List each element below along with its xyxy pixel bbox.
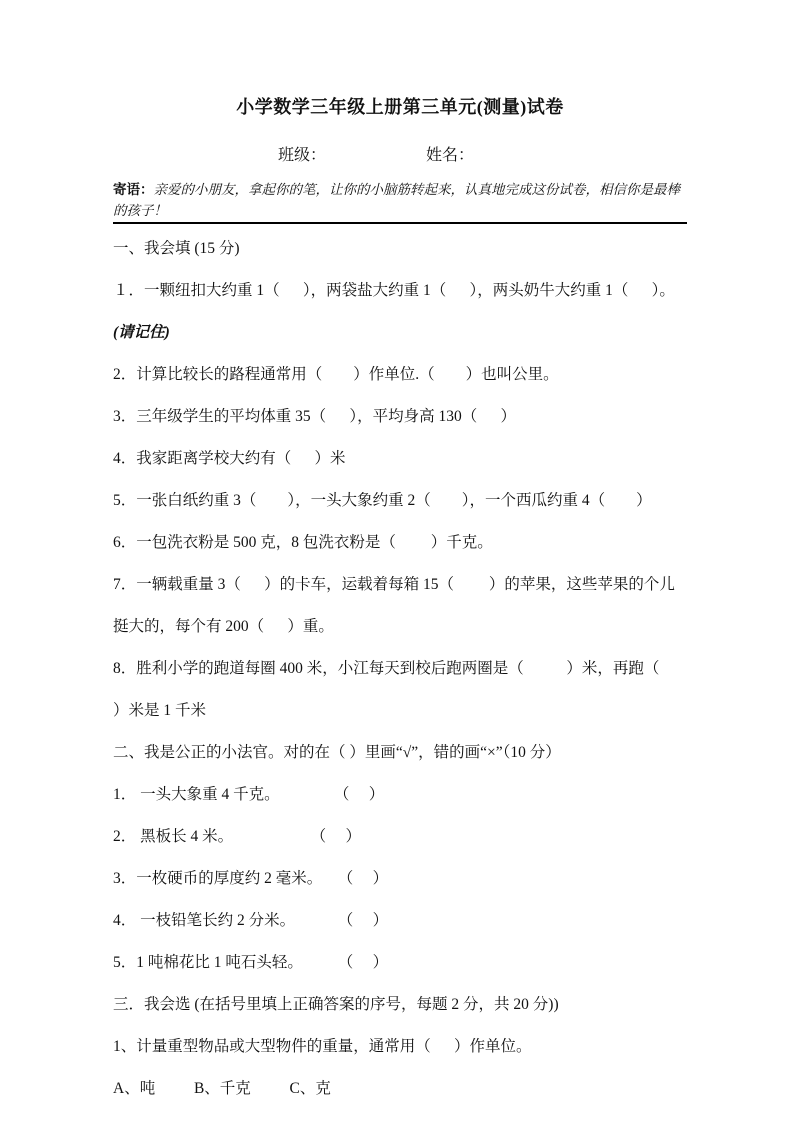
section-1-question-8: 8．胜利小学的跑道每圈 400 米，小江每天到校后跑两圈是（ ）米，再跑（ ）米是 1 千米 — [113, 660, 691, 719]
name-field-label: 姓名： — [426, 147, 475, 164]
section-2-heading: 二、我是公正的小法官。对的在（ ）里画“√”，错的画“×”（10 分） — [113, 744, 561, 761]
section-2-question-4: 4． 一枝铅笔长约 2 分米。 （ ） — [113, 912, 389, 929]
motto-label: 寄语： — [113, 182, 154, 197]
section-3-heading: 三．我会选 (在括号里填上正确答案的序号，每题 2 分，共 20 分)) — [113, 996, 559, 1013]
section-1-question-7: 7．一辆载重量 3（ ）的卡车，运载着每箱 15（ ）的苹果，这些苹果的个儿挺大的，每个有 200（ ）重。 — [113, 576, 675, 635]
section-1-question-3: 3．三年级学生的平均体重 35（ ），平均身高 130（ ） — [113, 408, 517, 425]
reminder-note: (请记住) — [113, 324, 170, 341]
questions-area — [113, 228, 691, 1110]
page-title: 小学数学三年级上册第三单元(测量)试卷 — [236, 97, 564, 117]
motto-line — [113, 179, 687, 224]
section-1-question-1 — [113, 270, 687, 354]
class-field-label: 班级： — [278, 147, 327, 164]
section-2-question-1: 1． 一头大象重 4 千克。 （ ） — [113, 786, 385, 803]
section-1-question-6: 6．一包洗衣粉是 500 克，8 包洗衣粉是（ ）千克。 — [113, 534, 493, 551]
section-1-question-2: 2．计算比较长的路程通常用（ ）作单位.（ ）也叫公里。 — [113, 366, 559, 383]
section-3-question-1-options: A、吨 B、千克 C、克 — [113, 1080, 331, 1097]
section-1-heading: 一、我会填 (15 分) — [113, 240, 240, 257]
section-2-question-2: 2． 黑板长 4 米。 （ ） — [113, 828, 362, 845]
section-2-question-3: 3．一枚硬币的厚度约 2 毫米。 （ ） — [113, 870, 389, 887]
section-3-question-1: 1、计量重型物品或大型物件的重量，通常用（ ）作单位。 — [113, 1038, 532, 1055]
section-2-question-5: 5．1 吨棉花比 1 吨石头轻。 （ ） — [113, 954, 389, 971]
section-1-question-4: 4．我家距离学校大约有（ ）米 — [113, 450, 346, 467]
question-text: １．一颗纽扣大约重 1（ ），两袋盐大约重 1（ ），两头奶牛大约重 1（ ）。 — [113, 282, 675, 299]
motto-text: 亲爱的小朋友，拿起你的笔，让你的小脑筋转起来，认真地完成这份试卷，相信你是最棒的孩子！ — [113, 182, 680, 218]
section-1-question-5: 5．一张白纸约重 3（ ），一头大象约重 2（ ），一个西瓜约重 4（ ） — [113, 492, 652, 509]
student-info-row — [113, 144, 687, 168]
